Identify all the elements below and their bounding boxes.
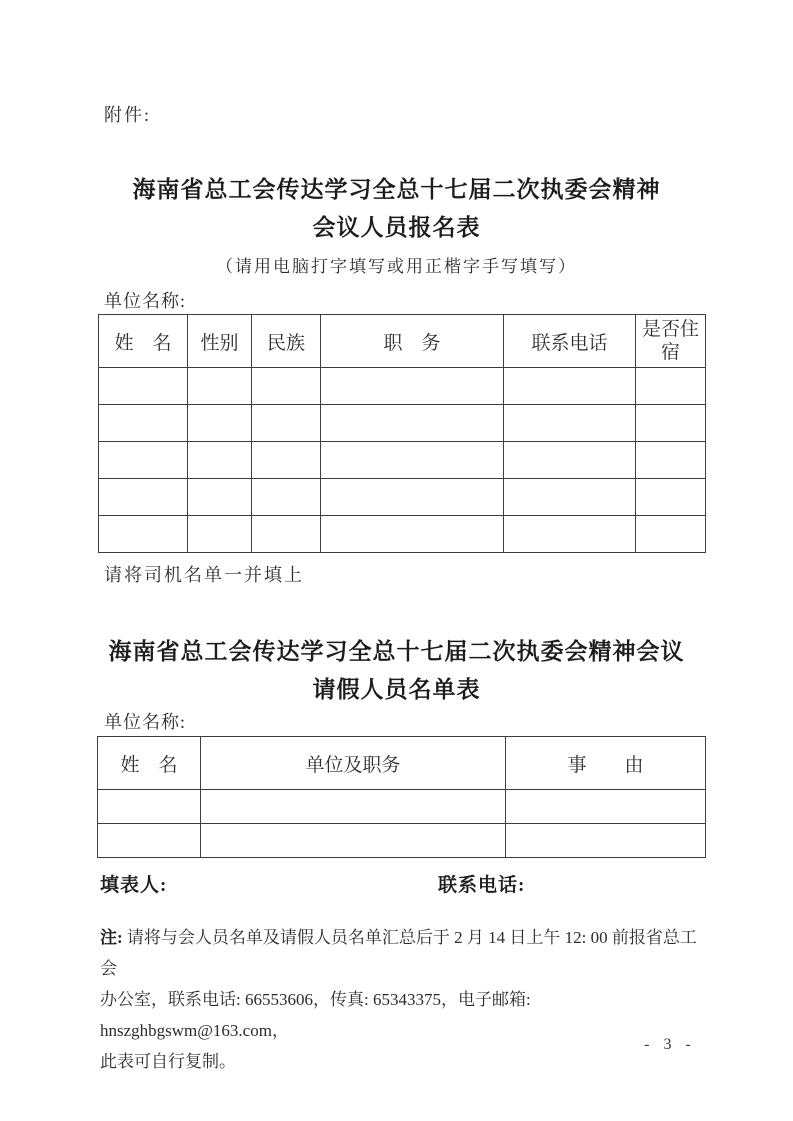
form1-title-line1: 海南省总工会传达学习全总十七届二次执委会精神 bbox=[132, 177, 661, 202]
empty-cell bbox=[99, 479, 188, 516]
empty-cell bbox=[188, 368, 252, 405]
empty-cell bbox=[504, 516, 636, 553]
empty-cell bbox=[252, 479, 321, 516]
empty-row bbox=[99, 405, 706, 442]
header-reason: 事 由 bbox=[506, 737, 706, 790]
empty-cell bbox=[321, 442, 504, 479]
form2-unit-name-label: 单位名称: bbox=[104, 712, 187, 732]
contact-phone-label: 联系电话: bbox=[438, 875, 526, 896]
attendee-table-header-row bbox=[99, 315, 706, 368]
empty-cell bbox=[99, 368, 188, 405]
note-text: 请将与会人员名单及请假人员名单汇总后于 2 月 14 日上午 12: 00 前报省总工会 bbox=[100, 928, 697, 978]
form1-subtitle: （请用电脑打字填写或用正楷字手写填写） bbox=[216, 257, 577, 276]
empty-cell bbox=[636, 442, 706, 479]
form-filler-label: 填表人: bbox=[100, 875, 168, 896]
driver-list-note: 请将司机名单一并填上 bbox=[104, 565, 304, 585]
empty-cell bbox=[252, 405, 321, 442]
note-line bbox=[100, 922, 706, 984]
empty-row bbox=[99, 368, 706, 405]
note-line: 办公室，联系电话: 66553606，传真: 65343375，电子邮箱: hnszghbgswm@163.com， bbox=[100, 990, 531, 1040]
note-line: 此表可自行复制。 bbox=[100, 1052, 236, 1071]
header-gender: 性别 bbox=[188, 315, 252, 368]
empty-cell bbox=[188, 516, 252, 553]
empty-cell bbox=[98, 824, 201, 858]
empty-cell bbox=[636, 479, 706, 516]
empty-cell bbox=[252, 368, 321, 405]
header-lodging: 是否住宿 bbox=[636, 315, 706, 368]
header-phone: 联系电话 bbox=[504, 315, 636, 368]
note-label: 注: bbox=[100, 928, 127, 947]
empty-cell bbox=[506, 790, 706, 824]
empty-cell bbox=[188, 442, 252, 479]
empty-cell bbox=[201, 790, 506, 824]
empty-cell bbox=[98, 790, 201, 824]
empty-cell bbox=[321, 479, 504, 516]
empty-cell bbox=[506, 824, 706, 858]
leave-list-table bbox=[97, 736, 706, 858]
empty-row bbox=[99, 516, 706, 553]
header-name: 姓 名 bbox=[99, 315, 188, 368]
empty-cell bbox=[321, 516, 504, 553]
form2-title-line1: 海南省总工会传达学习全总十七届二次执委会精神会议 bbox=[108, 639, 685, 664]
empty-cell bbox=[188, 405, 252, 442]
leave-table-header-row bbox=[98, 737, 706, 790]
empty-cell bbox=[504, 479, 636, 516]
header-ethnicity: 民族 bbox=[252, 315, 321, 368]
empty-cell bbox=[636, 405, 706, 442]
header-name: 姓 名 bbox=[98, 737, 201, 790]
form1-unit-name-label: 单位名称: bbox=[104, 291, 187, 311]
empty-cell bbox=[188, 479, 252, 516]
empty-cell bbox=[636, 368, 706, 405]
empty-cell bbox=[201, 824, 506, 858]
empty-row bbox=[98, 824, 706, 858]
empty-row bbox=[99, 479, 706, 516]
header-position: 职 务 bbox=[321, 315, 504, 368]
empty-cell bbox=[252, 516, 321, 553]
empty-cell bbox=[99, 516, 188, 553]
empty-cell bbox=[321, 405, 504, 442]
empty-cell bbox=[321, 368, 504, 405]
form2-title-line2: 请假人员名单表 bbox=[312, 677, 481, 702]
empty-cell bbox=[504, 442, 636, 479]
empty-row bbox=[99, 442, 706, 479]
form1-title-line2: 会议人员报名表 bbox=[312, 215, 481, 240]
empty-cell bbox=[504, 405, 636, 442]
empty-cell bbox=[504, 368, 636, 405]
empty-cell bbox=[99, 442, 188, 479]
empty-cell bbox=[252, 442, 321, 479]
empty-cell bbox=[636, 516, 706, 553]
empty-row bbox=[98, 790, 706, 824]
page-number: - 3 - bbox=[644, 1036, 696, 1053]
empty-cell bbox=[99, 405, 188, 442]
attendee-registration-table bbox=[98, 314, 706, 553]
attachment-label: 附件: bbox=[104, 105, 152, 125]
header-unit-position: 单位及职务 bbox=[201, 737, 506, 790]
